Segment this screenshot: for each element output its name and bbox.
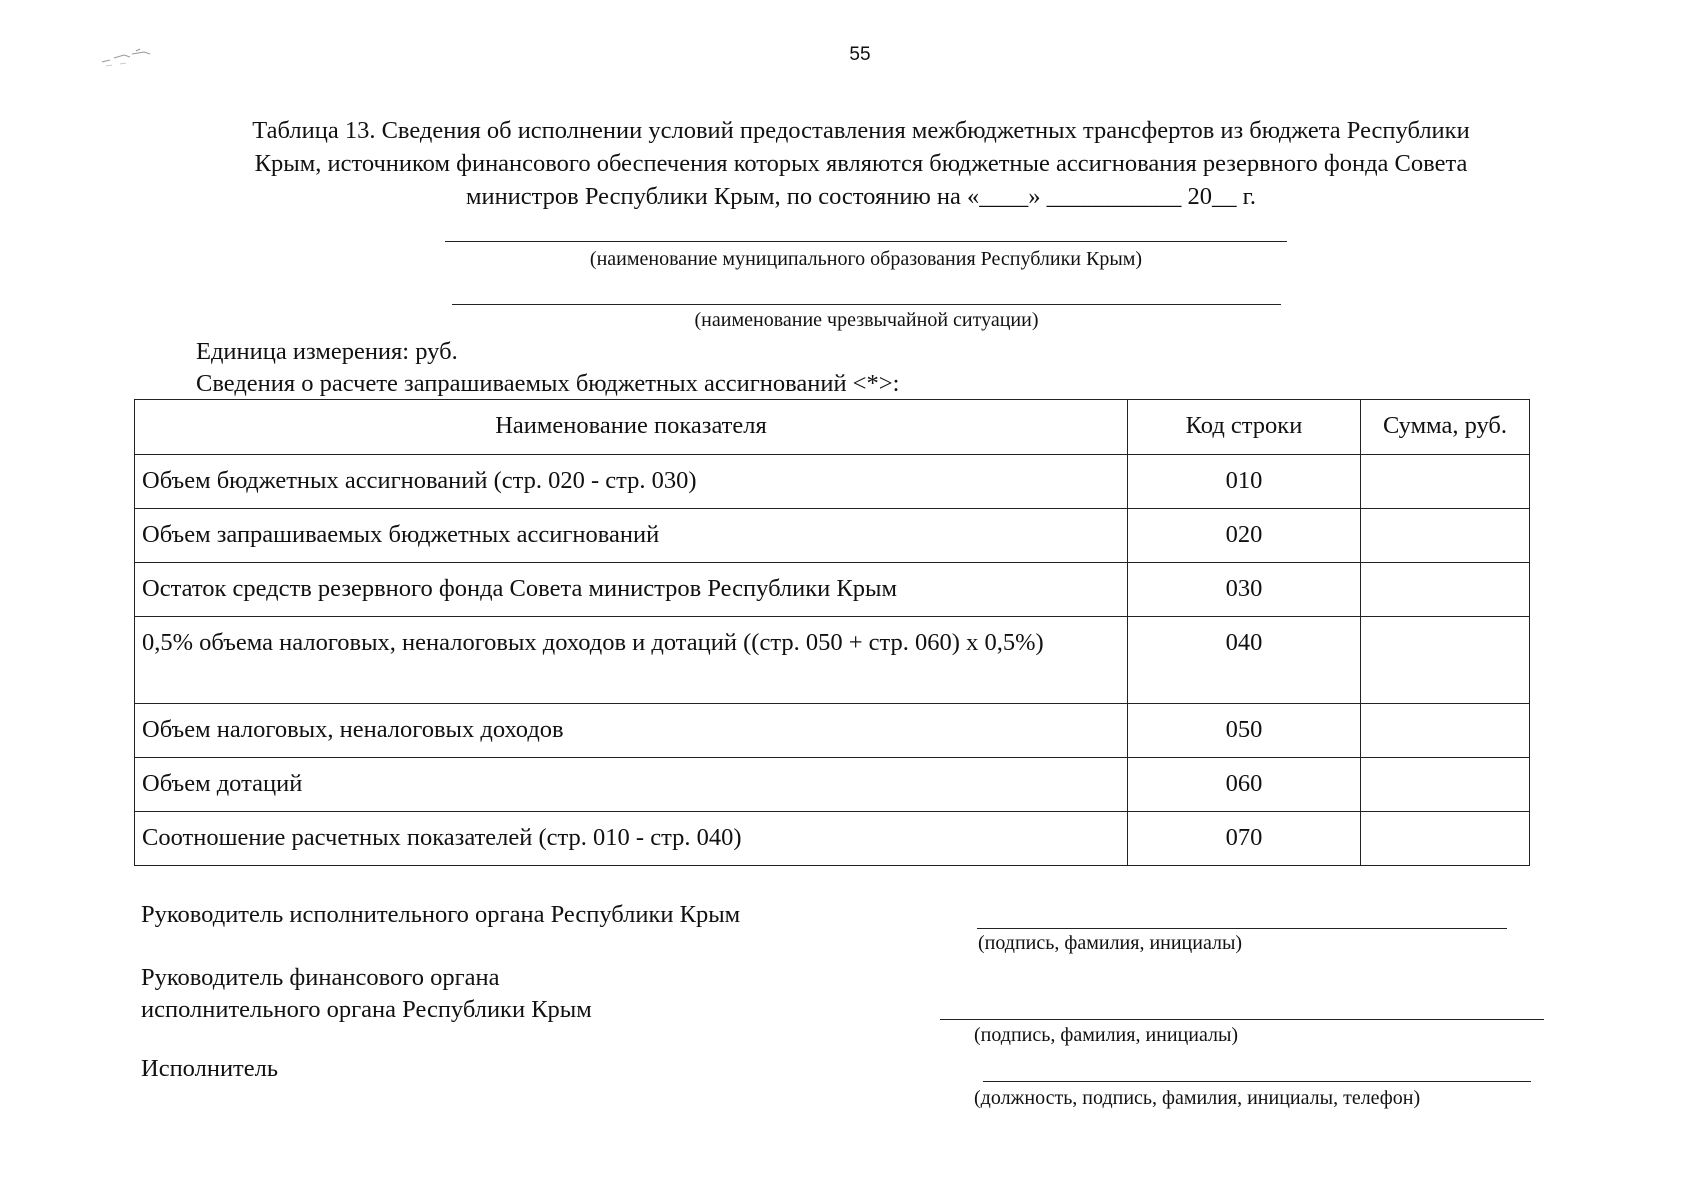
row-sum-cell[interactable] (1361, 758, 1530, 812)
unit-of-measure: Единица измерения: руб. (196, 338, 458, 365)
row-sum-cell[interactable] (1361, 704, 1530, 758)
row-indicator-name: Остаток средств резервного фонда Совета министров Республики Крым (135, 563, 1128, 617)
finance-signature-caption: (подпись, фамилия, инициалы) (974, 1024, 1239, 1046)
page-number: 55 (849, 44, 871, 65)
row-indicator-name: Соотношение расчетных показателей (стр. 010 - стр. 040) (135, 812, 1128, 866)
indicators-table (134, 399, 1530, 866)
executor-signature-caption: (должность, подпись, фамилия, инициалы, телефон) (974, 1087, 1421, 1109)
row-sum-cell[interactable] (1361, 455, 1530, 509)
head-signature-caption: (подпись, фамилия, инициалы) (978, 932, 1243, 954)
row-sum-cell[interactable] (1361, 563, 1530, 617)
head-signature-line[interactable] (977, 928, 1507, 929)
table-row (135, 455, 1530, 509)
emergency-caption: (наименование чрезвычайной ситуации) (694, 309, 1039, 331)
executor-signature-line[interactable] (983, 1081, 1531, 1082)
document-title (120, 114, 1602, 213)
header-indicator-name: Наименование показателя (135, 400, 1128, 455)
row-code: 070 (1128, 812, 1361, 866)
executor-label: Исполнитель (141, 1055, 279, 1082)
table-header-row (135, 400, 1530, 455)
row-indicator-name: Объем бюджетных ассигнований (стр. 020 - стр. 030) (135, 455, 1128, 509)
head-signature-label: Руководитель исполнительного органа Республики Крым (141, 901, 741, 928)
municipality-caption: (наименование муниципального образования Республики Крым) (589, 248, 1143, 270)
row-indicator-name: Объем налоговых, неналоговых доходов (135, 704, 1128, 758)
row-code: 060 (1128, 758, 1361, 812)
table-row (135, 812, 1530, 866)
table-row (135, 563, 1530, 617)
finance-signature-label-line-2: исполнительного органа Республики Крым (141, 996, 592, 1023)
row-code: 020 (1128, 509, 1361, 563)
row-indicator-name: Объем дотаций (135, 758, 1128, 812)
table-row (135, 509, 1530, 563)
row-indicator-name: 0,5% объема налоговых, неналоговых доходов и дотаций ((стр. 050 + стр. 060) х 0,5%) (135, 617, 1128, 704)
finance-signature-line[interactable] (940, 1019, 1544, 1020)
row-code: 010 (1128, 455, 1361, 509)
calculation-info-heading: Сведения о расчете запрашиваемых бюджетных ассигнований <*>: (196, 370, 900, 397)
row-indicator-name: Объем запрашиваемых бюджетных ассигнований (135, 509, 1128, 563)
row-sum-cell[interactable] (1361, 812, 1530, 866)
row-sum-cell[interactable] (1361, 617, 1530, 704)
row-code: 050 (1128, 704, 1361, 758)
row-code: 040 (1128, 617, 1361, 704)
title-line-2: Крым, источником финансового обеспечения которых являются бюджетные ассигнования резервного фонда Совета (254, 150, 1468, 177)
municipality-blank-line (445, 241, 1287, 242)
title-line-1: Таблица 13. Сведения об исполнении условий предоставления межбюджетных трансфертов из бюджета Республики (252, 117, 1470, 144)
emergency-blank-line (452, 304, 1281, 305)
header-row-code: Код строки (1128, 400, 1361, 455)
row-code: 030 (1128, 563, 1361, 617)
header-sum: Сумма, руб. (1361, 400, 1530, 455)
finance-signature-label-line-1: Руководитель финансового органа (141, 964, 500, 991)
title-line-3: министров Республики Крым, по состоянию на «____» ___________ 20__ г. (465, 183, 1257, 210)
table-row (135, 617, 1530, 704)
table-row (135, 704, 1530, 758)
row-sum-cell[interactable] (1361, 509, 1530, 563)
table-row (135, 758, 1530, 812)
